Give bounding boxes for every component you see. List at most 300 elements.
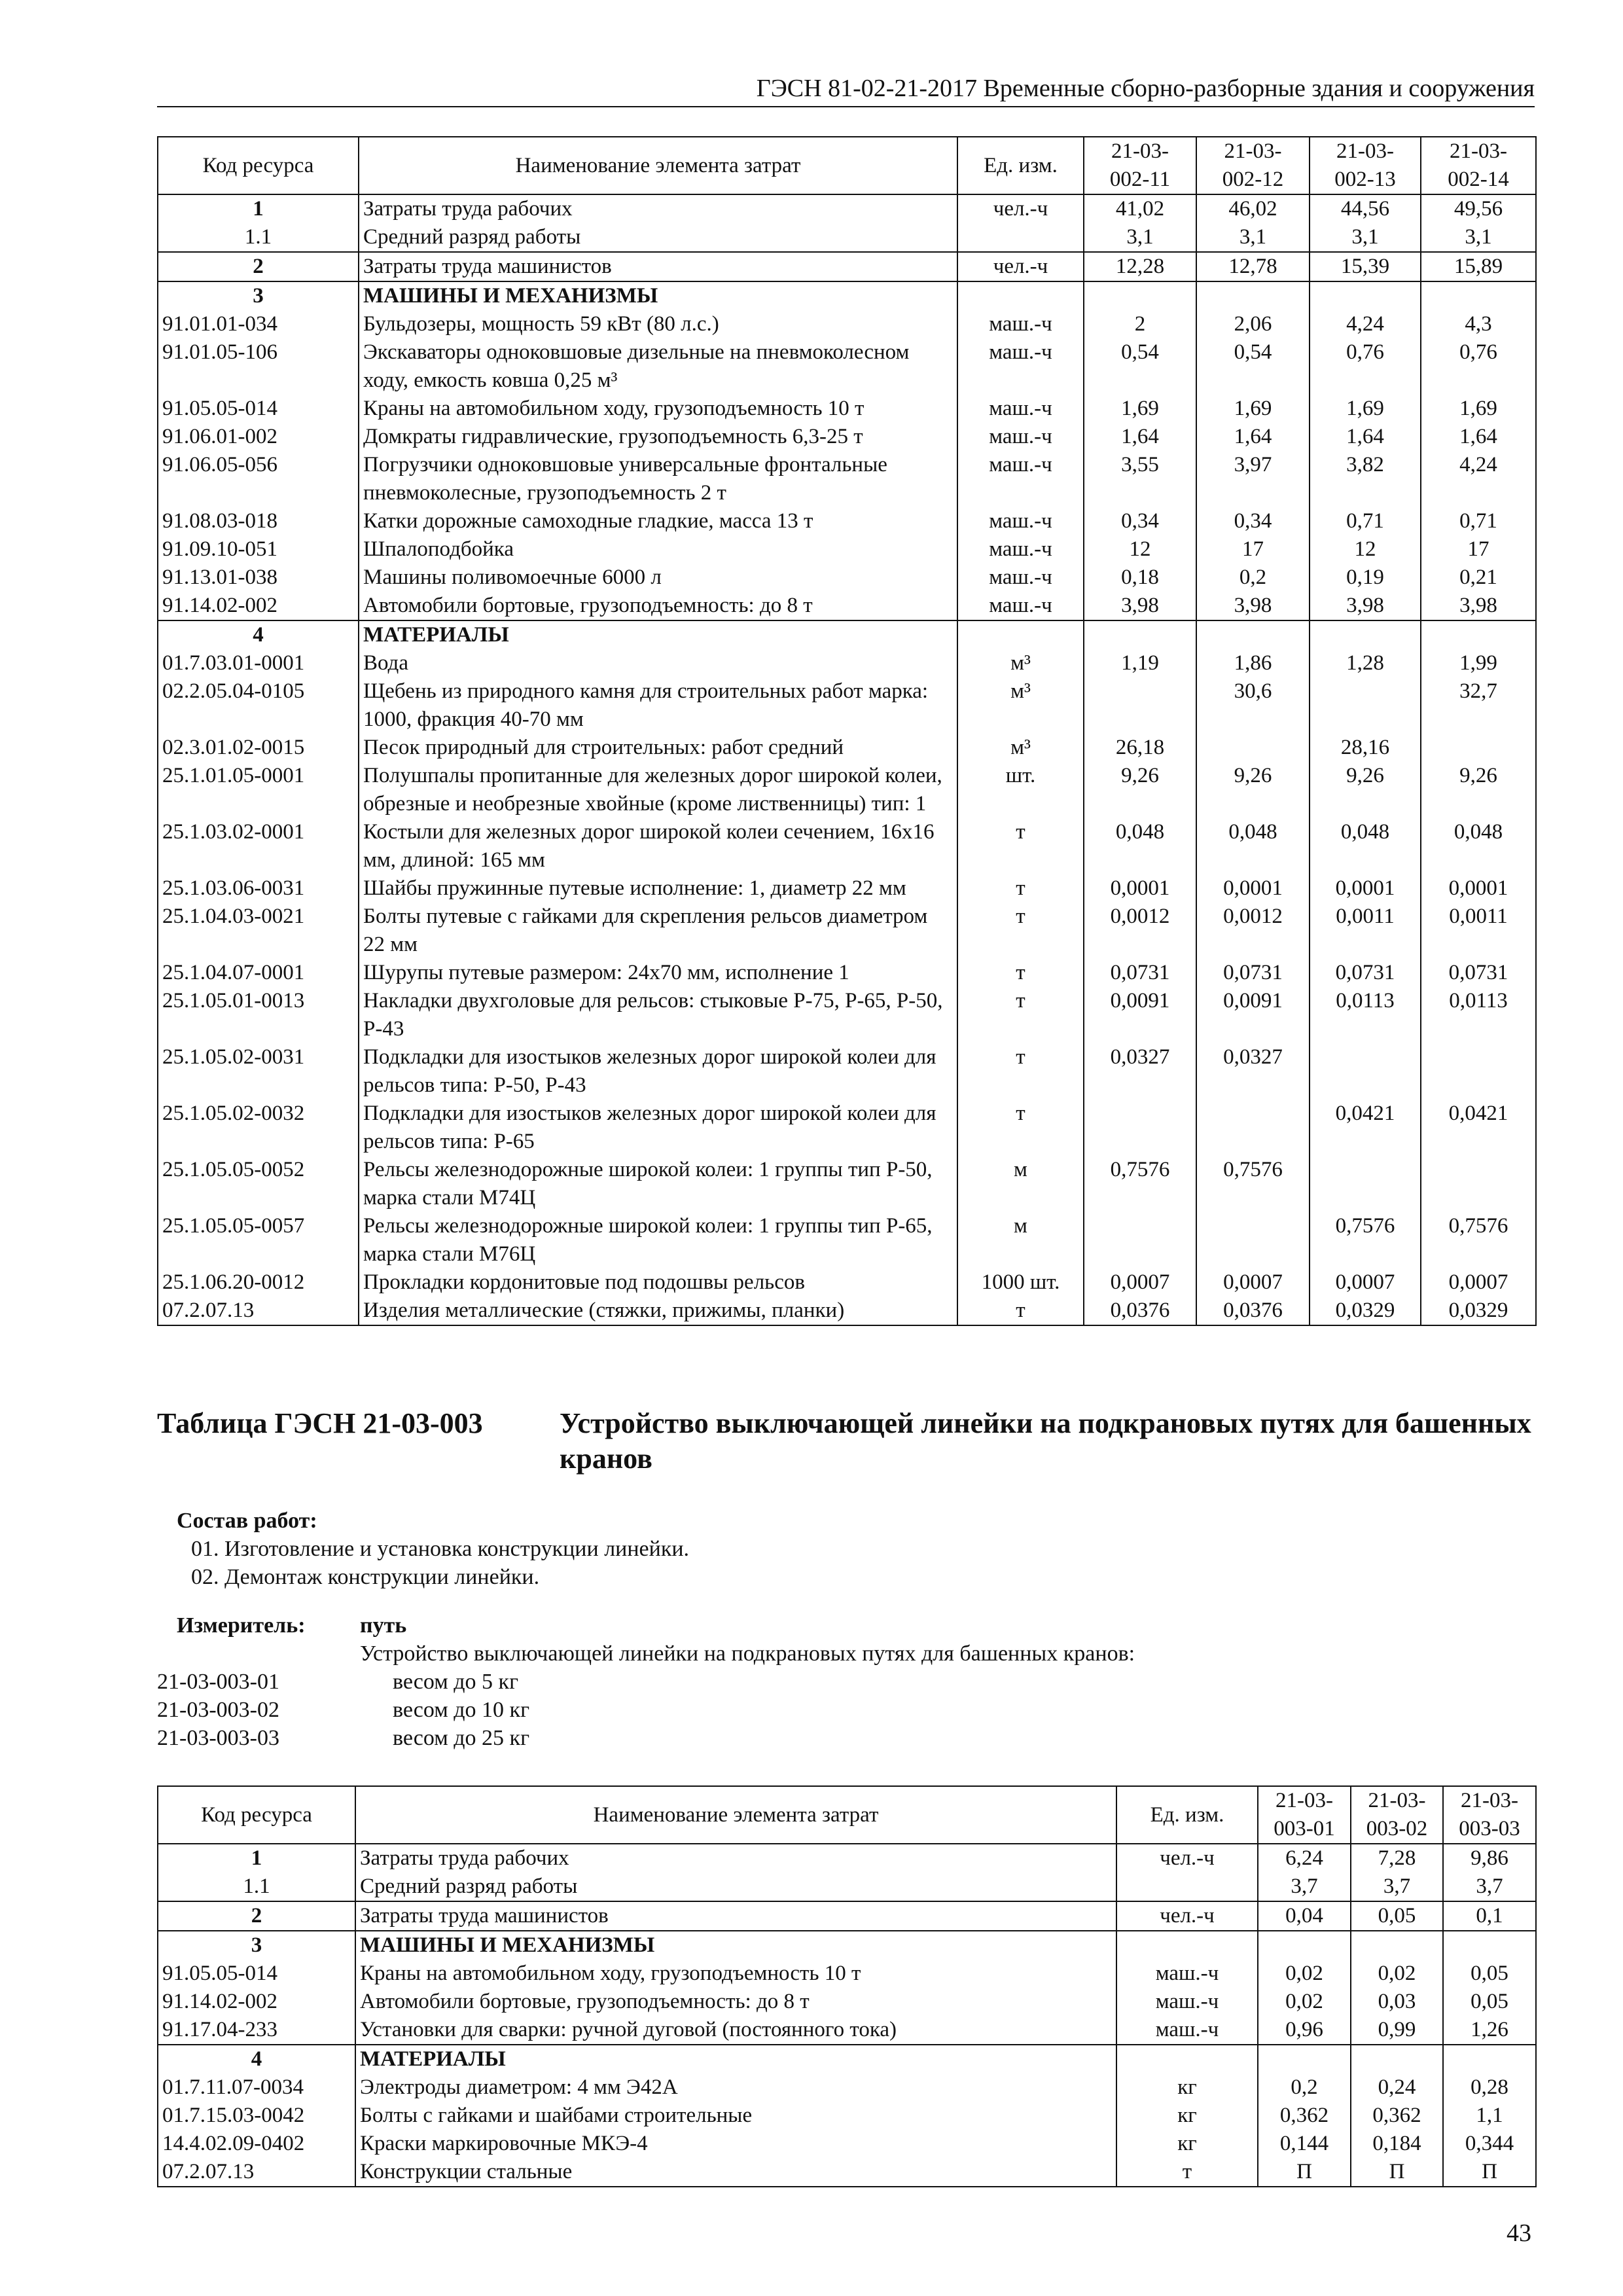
norm-value: 3,7 xyxy=(1443,1873,1536,1901)
meter-description: Устройство выключающей линейки на подкрановых путях для башенных кранов: xyxy=(360,1641,1135,1666)
norm-value: 0,0001 xyxy=(1196,874,1310,903)
resource-code: 25.1.03.02-0001 xyxy=(158,818,359,874)
table-row xyxy=(158,2045,1536,2073)
running-header-title: ГЭСН 81-02-21-2017 Временные сборно-разборные здания и сооружения xyxy=(756,75,1535,102)
resource-code: 91.05.05-014 xyxy=(158,1960,355,1988)
table-row xyxy=(158,2130,1536,2158)
resource-code: 25.1.05.05-0052 xyxy=(158,1156,359,1212)
table-row xyxy=(158,451,1536,507)
norm-value: 0,76 xyxy=(1421,338,1536,395)
norm-value: 0,2 xyxy=(1258,2073,1351,2102)
norm-value xyxy=(1351,1931,1443,1960)
resource-unit: т xyxy=(957,1297,1084,1325)
norm-value: 3,82 xyxy=(1310,451,1421,507)
norm-value: 9,26 xyxy=(1421,762,1536,818)
norm-value: 0,24 xyxy=(1351,2073,1443,2102)
resource-name: Полушпалы пропитанные для железных дорог широкой колеи, обрезные и необрезные хвойные (кроме лиственницы) тип: 1 xyxy=(359,762,957,818)
norm-value: 17 xyxy=(1196,535,1310,564)
resource-unit: м³ xyxy=(957,677,1084,734)
header-name: Наименование элемента затрат xyxy=(355,1786,1116,1844)
resource-code: 01.7.11.07-0034 xyxy=(158,2073,355,2102)
resource-unit xyxy=(957,620,1084,649)
table-row xyxy=(158,1100,1536,1156)
norm-value xyxy=(1310,1156,1421,1212)
norm-value: 1,26 xyxy=(1443,2016,1536,2045)
norm-value: 0,96 xyxy=(1258,2016,1351,2045)
table-row xyxy=(158,395,1536,423)
resource-name: Болты с гайками и шайбами строительные xyxy=(355,2102,1116,2130)
norm-value: 0,0011 xyxy=(1310,903,1421,959)
norm-value: 3,7 xyxy=(1258,1873,1351,1901)
resource-code: 01.7.15.03-0042 xyxy=(158,2102,355,2130)
norm-value xyxy=(1421,734,1536,762)
norm-value xyxy=(1421,1156,1536,1212)
resource-name: Автомобили бортовые, грузоподъемность: до 8 т xyxy=(359,592,957,620)
resource-name: Прокладки кордонитовые под подошвы рельсов xyxy=(359,1268,957,1297)
table-row xyxy=(158,535,1536,564)
resource-unit: т xyxy=(957,959,1084,987)
resource-code: 25.1.06.20-0012 xyxy=(158,1268,359,1297)
meter-label: Измеритель: xyxy=(177,1613,306,1638)
table-row xyxy=(158,734,1536,762)
table-row xyxy=(158,1960,1536,1988)
norm-value: 1,64 xyxy=(1196,423,1310,451)
resource-code: 02.2.05.04-0105 xyxy=(158,677,359,734)
table-row xyxy=(158,1873,1536,1901)
resource-name: Затраты труда машинистов xyxy=(355,1901,1116,1931)
norm-value xyxy=(1421,1043,1536,1100)
norm-value xyxy=(1196,734,1310,762)
norm-value: 49,56 xyxy=(1421,194,1536,223)
norm-value: П xyxy=(1351,2158,1443,2187)
resource-name: Песок природный для строительных: работ средний xyxy=(359,734,957,762)
norm-value: 0,0329 xyxy=(1421,1297,1536,1325)
norm-value: 0,0327 xyxy=(1196,1043,1310,1100)
norm-value: 2 xyxy=(1084,310,1196,338)
norm-value: 0,03 xyxy=(1351,1988,1443,2016)
table-row xyxy=(158,903,1536,959)
resource-code: 1.1 xyxy=(158,223,359,252)
table-row xyxy=(158,592,1536,620)
header-norm-col-4: 21-03- 002-14 xyxy=(1421,137,1536,194)
resource-name: Катки дорожные самоходные гладкие, масса 13 т xyxy=(359,507,957,535)
resource-code: 91.06.01-002 xyxy=(158,423,359,451)
norm-value: 3,97 xyxy=(1196,451,1310,507)
norm-value: 0,048 xyxy=(1310,818,1421,874)
norm-value xyxy=(1196,281,1310,310)
resource-code: 25.1.01.05-0001 xyxy=(158,762,359,818)
header-code: Код ресурса xyxy=(158,1786,355,1844)
norm-value: 0,02 xyxy=(1351,1960,1443,1988)
norm-value: 3,7 xyxy=(1351,1873,1443,1901)
norm-value: 9,26 xyxy=(1084,762,1196,818)
table-row xyxy=(158,252,1536,281)
resource-unit: чел.-ч xyxy=(957,252,1084,281)
norm-value: 0,0007 xyxy=(1310,1268,1421,1297)
norm-value xyxy=(1196,1212,1310,1268)
variant-row xyxy=(157,1724,1535,1752)
norm-value: 15,39 xyxy=(1310,252,1421,281)
resource-name: МАШИНЫ И МЕХАНИЗМЫ xyxy=(359,281,957,310)
resource-code: 25.1.05.02-0032 xyxy=(158,1100,359,1156)
resource-unit: кг xyxy=(1116,2073,1258,2102)
norm-value: 1,28 xyxy=(1310,649,1421,677)
resource-table-21-03-003 xyxy=(157,1785,1537,2187)
norm-value: 0,0001 xyxy=(1310,874,1421,903)
resource-unit: 1000 шт. xyxy=(957,1268,1084,1297)
norm-value: 1,19 xyxy=(1084,649,1196,677)
resource-code: 07.2.07.13 xyxy=(158,2158,355,2187)
resource-code: 1 xyxy=(158,194,359,223)
resource-name: Затраты труда машинистов xyxy=(359,252,957,281)
header-norm-col-2: 21-03- 003-02 xyxy=(1351,1786,1443,1844)
resource-unit: маш.-ч xyxy=(1116,1960,1258,1988)
works-composition xyxy=(177,1507,689,1591)
norm-value: 0,02 xyxy=(1258,1960,1351,1988)
resource-name: Изделия металлические (стяжки, прижимы, планки) xyxy=(359,1297,957,1325)
resource-code: 25.1.05.05-0057 xyxy=(158,1212,359,1268)
resource-code: 2 xyxy=(158,252,359,281)
table-row xyxy=(158,281,1536,310)
norm-value: 0,0731 xyxy=(1421,959,1536,987)
norm-value: 12,28 xyxy=(1084,252,1196,281)
norm-value: 1,86 xyxy=(1196,649,1310,677)
resource-table-21-03-002 xyxy=(157,136,1537,1326)
norm-value: 0,0731 xyxy=(1196,959,1310,987)
norm-value: 0,0091 xyxy=(1084,987,1196,1043)
norm-value xyxy=(1421,281,1536,310)
resource-name: Подкладки для изостыков железных дорог широкой колеи для рельсов типа: Р-50, Р-43 xyxy=(359,1043,957,1100)
resource-unit: м xyxy=(957,1212,1084,1268)
resource-code: 02.3.01.02-0015 xyxy=(158,734,359,762)
table-row xyxy=(158,1043,1536,1100)
table-row xyxy=(158,762,1536,818)
norm-value: 0,18 xyxy=(1084,564,1196,592)
resource-name: Болты путевые с гайками для скрепления рельсов диаметром 22 мм xyxy=(359,903,957,959)
norm-value: 12 xyxy=(1084,535,1196,564)
resource-code: 14.4.02.09-0402 xyxy=(158,2130,355,2158)
resource-name: Средний разряд работы xyxy=(359,223,957,252)
norm-value: 0,21 xyxy=(1421,564,1536,592)
norm-value: 0,0113 xyxy=(1421,987,1536,1043)
norm-value: 0,54 xyxy=(1196,338,1310,395)
norm-value: 9,26 xyxy=(1196,762,1310,818)
norm-value: 0,362 xyxy=(1258,2102,1351,2130)
resource-name: Погрузчики одноковшовые универсальные фронтальные пневмоколесные, грузоподъемность 2 т xyxy=(359,451,957,507)
norm-value: 0,34 xyxy=(1084,507,1196,535)
norm-value: 1,64 xyxy=(1421,423,1536,451)
table-row xyxy=(158,2102,1536,2130)
resource-unit: маш.-ч xyxy=(957,395,1084,423)
norm-value xyxy=(1310,620,1421,649)
norm-value: 0,0376 xyxy=(1084,1297,1196,1325)
norm-value: 1,64 xyxy=(1084,423,1196,451)
norm-value: 15,89 xyxy=(1421,252,1536,281)
resource-unit: т xyxy=(957,1100,1084,1156)
resource-name: Шурупы путевые размером: 24х70 мм, исполнение 1 xyxy=(359,959,957,987)
norm-value: 41,02 xyxy=(1084,194,1196,223)
norm-value: 4,24 xyxy=(1421,451,1536,507)
resource-unit: маш.-ч xyxy=(957,535,1084,564)
resource-code: 91.13.01-038 xyxy=(158,564,359,592)
norm-value: 1,99 xyxy=(1421,649,1536,677)
norm-value: 32,7 xyxy=(1421,677,1536,734)
norm-value: 0,362 xyxy=(1351,2102,1443,2130)
norm-value: 0,76 xyxy=(1310,338,1421,395)
norm-value: 1,69 xyxy=(1310,395,1421,423)
norm-value: 26,18 xyxy=(1084,734,1196,762)
resource-code: 91.17.04-233 xyxy=(158,2016,355,2045)
norm-value: 0,0731 xyxy=(1310,959,1421,987)
norm-value xyxy=(1258,2045,1351,2073)
table-row xyxy=(158,1931,1536,1960)
norm-value xyxy=(1196,1100,1310,1156)
resource-code: 3 xyxy=(158,1931,355,1960)
resource-name: МАТЕРИАЛЫ xyxy=(355,2045,1116,2073)
meter-value: путь xyxy=(360,1613,407,1638)
resource-code: 25.1.05.02-0031 xyxy=(158,1043,359,1100)
table-row xyxy=(158,1297,1536,1325)
norm-value: 0,7576 xyxy=(1421,1212,1536,1268)
norm-value: 3,98 xyxy=(1196,592,1310,620)
norm-value xyxy=(1421,620,1536,649)
header-code: Код ресурса xyxy=(158,137,359,194)
table-title: Устройство выключающей линейки на подкрановых путях для башенных кранов xyxy=(560,1407,1531,1475)
resource-unit: маш.-ч xyxy=(957,338,1084,395)
norm-value xyxy=(1351,2045,1443,2073)
norm-value: 0,0731 xyxy=(1084,959,1196,987)
variant-row xyxy=(157,1668,1535,1696)
resource-unit: маш.-ч xyxy=(957,310,1084,338)
works-label: Состав работ: xyxy=(177,1509,317,1533)
resource-code: 91.14.02-002 xyxy=(158,592,359,620)
norm-value: 0,7576 xyxy=(1196,1156,1310,1212)
resource-code: 91.14.02-002 xyxy=(158,1988,355,2016)
resource-name: Установки для сварки: ручной дуговой (постоянного тока) xyxy=(355,2016,1116,2045)
resource-name: Краны на автомобильном ходу, грузоподъемность 10 т xyxy=(359,395,957,423)
norm-value: 0,05 xyxy=(1443,1988,1536,2016)
norm-value: 12,78 xyxy=(1196,252,1310,281)
resource-name: Щебень из природного камня для строительных работ марка: 1000, фракция 40-70 мм xyxy=(359,677,957,734)
resource-unit: шт. xyxy=(957,762,1084,818)
resource-code: 91.05.05-014 xyxy=(158,395,359,423)
resource-name: Машины поливомоечные 6000 л xyxy=(359,564,957,592)
resource-unit: чел.-ч xyxy=(1116,1844,1258,1873)
norm-value: 0,34 xyxy=(1196,507,1310,535)
norm-value: 1,69 xyxy=(1084,395,1196,423)
norm-value: 0,05 xyxy=(1351,1901,1443,1931)
resource-name: Затраты труда рабочих xyxy=(355,1844,1116,1873)
resource-unit: чел.-ч xyxy=(957,194,1084,223)
resource-unit xyxy=(957,223,1084,252)
norm-value: 4,24 xyxy=(1310,310,1421,338)
norm-value: 1,64 xyxy=(1310,423,1421,451)
resource-unit xyxy=(1116,1873,1258,1901)
norm-value: 6,24 xyxy=(1258,1844,1351,1873)
table-row xyxy=(158,1156,1536,1212)
resource-code: 4 xyxy=(158,2045,355,2073)
norm-value: 0,2 xyxy=(1196,564,1310,592)
resource-name: Конструкции стальные xyxy=(355,2158,1116,2187)
norm-value: 0,54 xyxy=(1084,338,1196,395)
norm-value xyxy=(1084,620,1196,649)
norm-value: 0,71 xyxy=(1310,507,1421,535)
norm-value: П xyxy=(1258,2158,1351,2187)
table-body xyxy=(158,1844,1536,2187)
resource-name: Рельсы железнодорожные широкой колеи: 1 группы тип Р-65, марка стали М76Ц xyxy=(359,1212,957,1268)
norm-value: 0,0011 xyxy=(1421,903,1536,959)
header-norm-col-3: 21-03- 002-13 xyxy=(1310,137,1421,194)
variant-text: весом до 10 кг xyxy=(393,1698,530,1722)
resource-unit: кг xyxy=(1116,2130,1258,2158)
norm-value: 0,7576 xyxy=(1084,1156,1196,1212)
header-unit: Ед. изм. xyxy=(1116,1786,1258,1844)
norm-value xyxy=(1258,1931,1351,1960)
resource-name: Экскаваторы одноковшовые дизельные на пневмоколесном ходу, емкость ковша 0,25 м³ xyxy=(359,338,957,395)
resource-code: 1.1 xyxy=(158,1873,355,1901)
norm-value: 0,71 xyxy=(1421,507,1536,535)
header-norm-col-2: 21-03- 002-12 xyxy=(1196,137,1310,194)
resource-name: Домкраты гидравлические, грузоподъемность 6,3-25 т xyxy=(359,423,957,451)
norm-value: 3,1 xyxy=(1310,223,1421,252)
norm-value: 3,55 xyxy=(1084,451,1196,507)
resource-unit xyxy=(1116,2045,1258,2073)
resource-name: МАШИНЫ И МЕХАНИЗМЫ xyxy=(355,1931,1116,1960)
norm-value xyxy=(1084,281,1196,310)
norm-value: 0,0001 xyxy=(1421,874,1536,903)
norm-value: 3,1 xyxy=(1421,223,1536,252)
norm-value: 3,1 xyxy=(1084,223,1196,252)
norm-value xyxy=(1196,620,1310,649)
norm-value: 1,69 xyxy=(1196,395,1310,423)
norm-value: 0,184 xyxy=(1351,2130,1443,2158)
resource-unit: т xyxy=(957,818,1084,874)
norm-value xyxy=(1084,1100,1196,1156)
resource-code: 91.08.03-018 xyxy=(158,507,359,535)
norm-value: 30,6 xyxy=(1196,677,1310,734)
table-number: Таблица ГЭСН 21-03-003 xyxy=(157,1407,483,1439)
work-item: 01. Изготовление и установка конструкции линейки. xyxy=(191,1537,690,1561)
table-row xyxy=(158,649,1536,677)
resource-code: 07.2.07.13 xyxy=(158,1297,359,1325)
table-row xyxy=(158,987,1536,1043)
norm-value: 1,69 xyxy=(1421,395,1536,423)
resource-code: 91.09.10-051 xyxy=(158,535,359,564)
resource-name: Подкладки для изостыков железных дорог широкой колеи для рельсов типа: Р-65 xyxy=(359,1100,957,1156)
norm-value: 12 xyxy=(1310,535,1421,564)
norm-value: 0,048 xyxy=(1084,818,1196,874)
resource-code: 2 xyxy=(158,1901,355,1931)
table-row xyxy=(158,1268,1536,1297)
resource-name: Шайбы пружинные путевые исполнение: 1, диаметр 22 мм xyxy=(359,874,957,903)
norm-value: 0,0001 xyxy=(1084,874,1196,903)
norm-value: 0,0421 xyxy=(1421,1100,1536,1156)
resource-unit: т xyxy=(957,874,1084,903)
table-row xyxy=(158,1901,1536,1931)
resource-unit: т xyxy=(957,903,1084,959)
header-norm-col-3: 21-03- 003-03 xyxy=(1443,1786,1536,1844)
resource-unit: маш.-ч xyxy=(957,564,1084,592)
norm-value: 0,0421 xyxy=(1310,1100,1421,1156)
norm-value: 0,0007 xyxy=(1084,1268,1196,1297)
norm-value xyxy=(1310,1043,1421,1100)
header-norm-col-1: 21-03- 002-11 xyxy=(1084,137,1196,194)
resource-name: Краски маркировочные МКЭ-4 xyxy=(355,2130,1116,2158)
resource-name: Шпалоподбойка xyxy=(359,535,957,564)
variant-text: весом до 5 кг xyxy=(393,1670,519,1694)
norm-value: 28,16 xyxy=(1310,734,1421,762)
norm-value: 0,0113 xyxy=(1310,987,1421,1043)
resource-unit: м³ xyxy=(957,734,1084,762)
norm-value: 0,0376 xyxy=(1196,1297,1310,1325)
table-row xyxy=(158,959,1536,987)
norm-value: 3,98 xyxy=(1421,592,1536,620)
resource-unit: маш.-ч xyxy=(1116,1988,1258,2016)
norm-value xyxy=(1443,2045,1536,2073)
resource-unit: кг xyxy=(1116,2102,1258,2130)
resource-unit: м³ xyxy=(957,649,1084,677)
header-unit: Ед. изм. xyxy=(957,137,1084,194)
resource-unit: маш.-ч xyxy=(957,451,1084,507)
norm-value: 0,0329 xyxy=(1310,1297,1421,1325)
work-item: 02. Демонтаж конструкции линейки. xyxy=(191,1565,540,1589)
resource-name: Костыли для железных дорог широкой колеи сечением, 16х16 мм, длиной: 165 мм xyxy=(359,818,957,874)
table-row xyxy=(158,2073,1536,2102)
header-rule xyxy=(157,106,1535,107)
norm-value: 0,28 xyxy=(1443,2073,1536,2102)
norm-value: 0,0007 xyxy=(1196,1268,1310,1297)
variant-row xyxy=(157,1696,1535,1724)
resource-code: 4 xyxy=(158,620,359,649)
table-row xyxy=(158,874,1536,903)
norm-value: 0,99 xyxy=(1351,2016,1443,2045)
norm-value: 1,1 xyxy=(1443,2102,1536,2130)
table-row xyxy=(158,1988,1536,2016)
norm-value: 9,26 xyxy=(1310,762,1421,818)
resource-code: 91.06.05-056 xyxy=(158,451,359,507)
variant-code: 21-03-003-01 xyxy=(157,1670,279,1694)
norm-value: 0,344 xyxy=(1443,2130,1536,2158)
norm-value: 0,048 xyxy=(1196,818,1310,874)
table-row xyxy=(158,620,1536,649)
resource-unit xyxy=(1116,1931,1258,1960)
norm-value: 0,0007 xyxy=(1421,1268,1536,1297)
resource-code: 25.1.03.06-0031 xyxy=(158,874,359,903)
page-number: 43 xyxy=(1507,2219,1531,2247)
table-body xyxy=(158,194,1536,1325)
norm-value: 3,1 xyxy=(1196,223,1310,252)
resource-code: 91.01.01-034 xyxy=(158,310,359,338)
table-row xyxy=(158,338,1536,395)
resource-name: Бульдозеры, мощность 59 кВт (80 л.с.) xyxy=(359,310,957,338)
resource-code: 01.7.03.01-0001 xyxy=(158,649,359,677)
norm-value: 0,02 xyxy=(1258,1988,1351,2016)
resource-name: Накладки двухголовые для рельсов: стыковые Р-75, Р-65, Р-50, Р-43 xyxy=(359,987,957,1043)
resource-name: Средний разряд работы xyxy=(355,1873,1116,1901)
table-row xyxy=(158,310,1536,338)
norm-value: 0,0091 xyxy=(1196,987,1310,1043)
resource-code: 25.1.04.07-0001 xyxy=(158,959,359,987)
norm-value: 0,19 xyxy=(1310,564,1421,592)
resource-unit: т xyxy=(1116,2158,1258,2187)
norm-value: 7,28 xyxy=(1351,1844,1443,1873)
resource-name: Рельсы железнодорожные широкой колеи: 1 группы тип Р-50, марка стали М74Ц xyxy=(359,1156,957,1212)
norm-value: 44,56 xyxy=(1310,194,1421,223)
norm-value xyxy=(1084,677,1196,734)
variant-text: весом до 25 кг xyxy=(393,1726,530,1750)
resource-unit: т xyxy=(957,1043,1084,1100)
table-row xyxy=(158,1844,1536,1873)
